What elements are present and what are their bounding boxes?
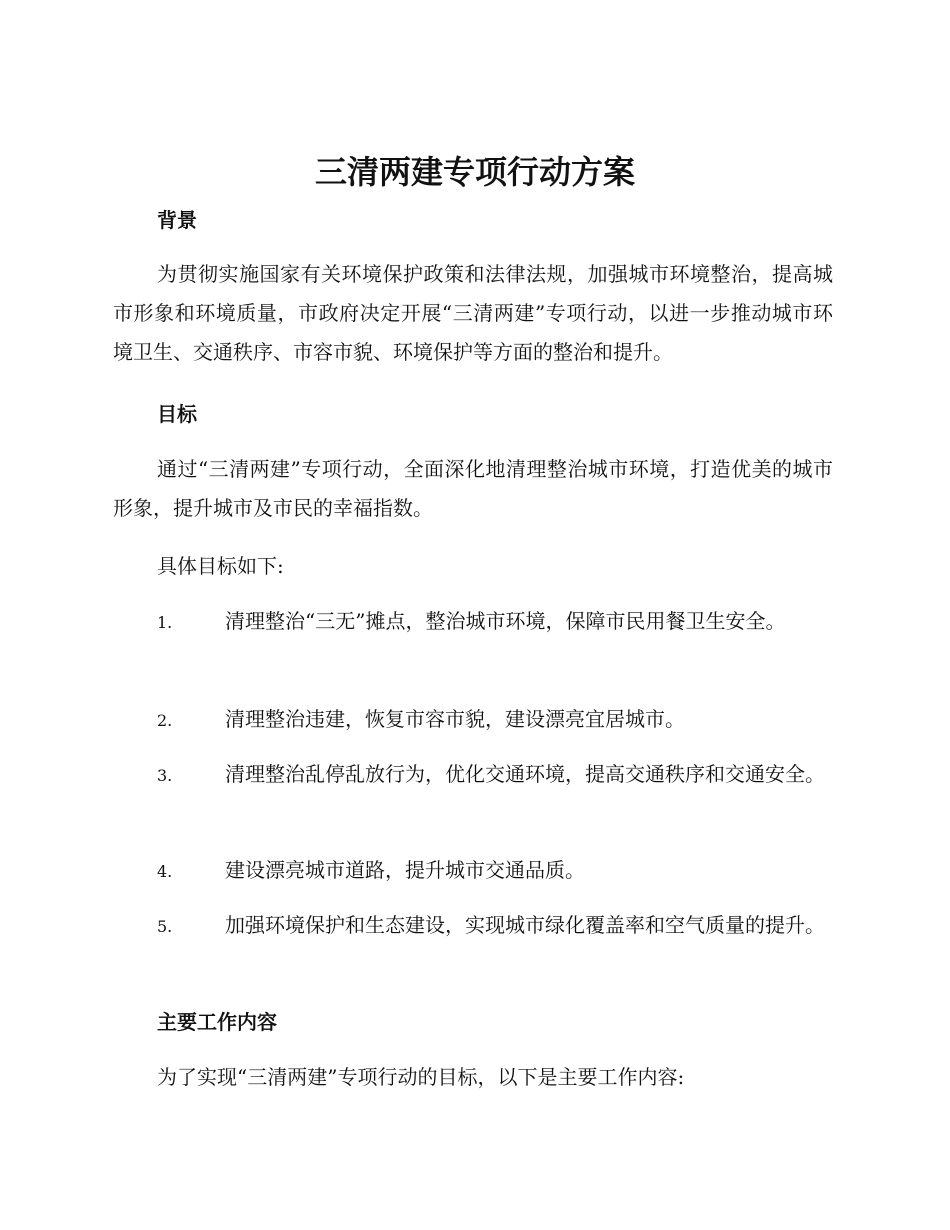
section-heading-goals: 目标 [157, 402, 197, 426]
goal-list-item [113, 906, 833, 946]
goals-intro: 具体目标如下: [157, 554, 284, 578]
list-item-number: 5. [157, 917, 173, 936]
list-item-number: 4. [157, 862, 173, 881]
list-item-text: 清理整治“三无”摊点，整治城市环境，保障市民用餐卫生安全。 [225, 609, 786, 633]
list-item-number: 3. [157, 766, 173, 785]
background-paragraph: 为贯彻实施国家有关环境保护政策和法律法规，加强城市环境整治，提高城市形象和环境质量，市政府决定开展“三清两建”专项行动，以进一步推动城市环境卫生、交通秩序、市容市貌、环境保护等方面的整治和提升。 [113, 262, 833, 364]
goals-paragraph: 通过“三清两建”专项行动，全面深化地清理整治城市环境，打造优美的城市形象，提升城市及市民的幸福指数。 [113, 457, 833, 520]
goal-list-item [113, 602, 833, 642]
list-item-number: 1. [157, 613, 173, 632]
list-item-text: 清理整治乱停乱放行为，优化交通环境，提高交通秩序和交通安全。 [225, 762, 825, 786]
list-item-text: 加强环境保护和生态建设，实现城市绿化覆盖率和空气质量的提升。 [225, 913, 825, 937]
list-item-text: 清理整治违建，恢复市容市貌，建设漂亮宜居城市。 [225, 707, 685, 731]
section-heading-main-work: 主要工作内容 [157, 1010, 277, 1034]
goal-list-item [113, 755, 833, 795]
goal-list-item [113, 851, 833, 891]
list-item-number: 2. [157, 711, 173, 730]
section-heading-background: 背景 [157, 208, 197, 232]
goal-list-item [113, 700, 833, 740]
document-title: 三清两建专项行动方案 [314, 153, 635, 191]
list-item-text: 建设漂亮城市道路，提升城市交通品质。 [225, 858, 585, 882]
main-work-paragraph: 为了实现“三清两建”专项行动的目标，以下是主要工作内容: [157, 1065, 685, 1089]
